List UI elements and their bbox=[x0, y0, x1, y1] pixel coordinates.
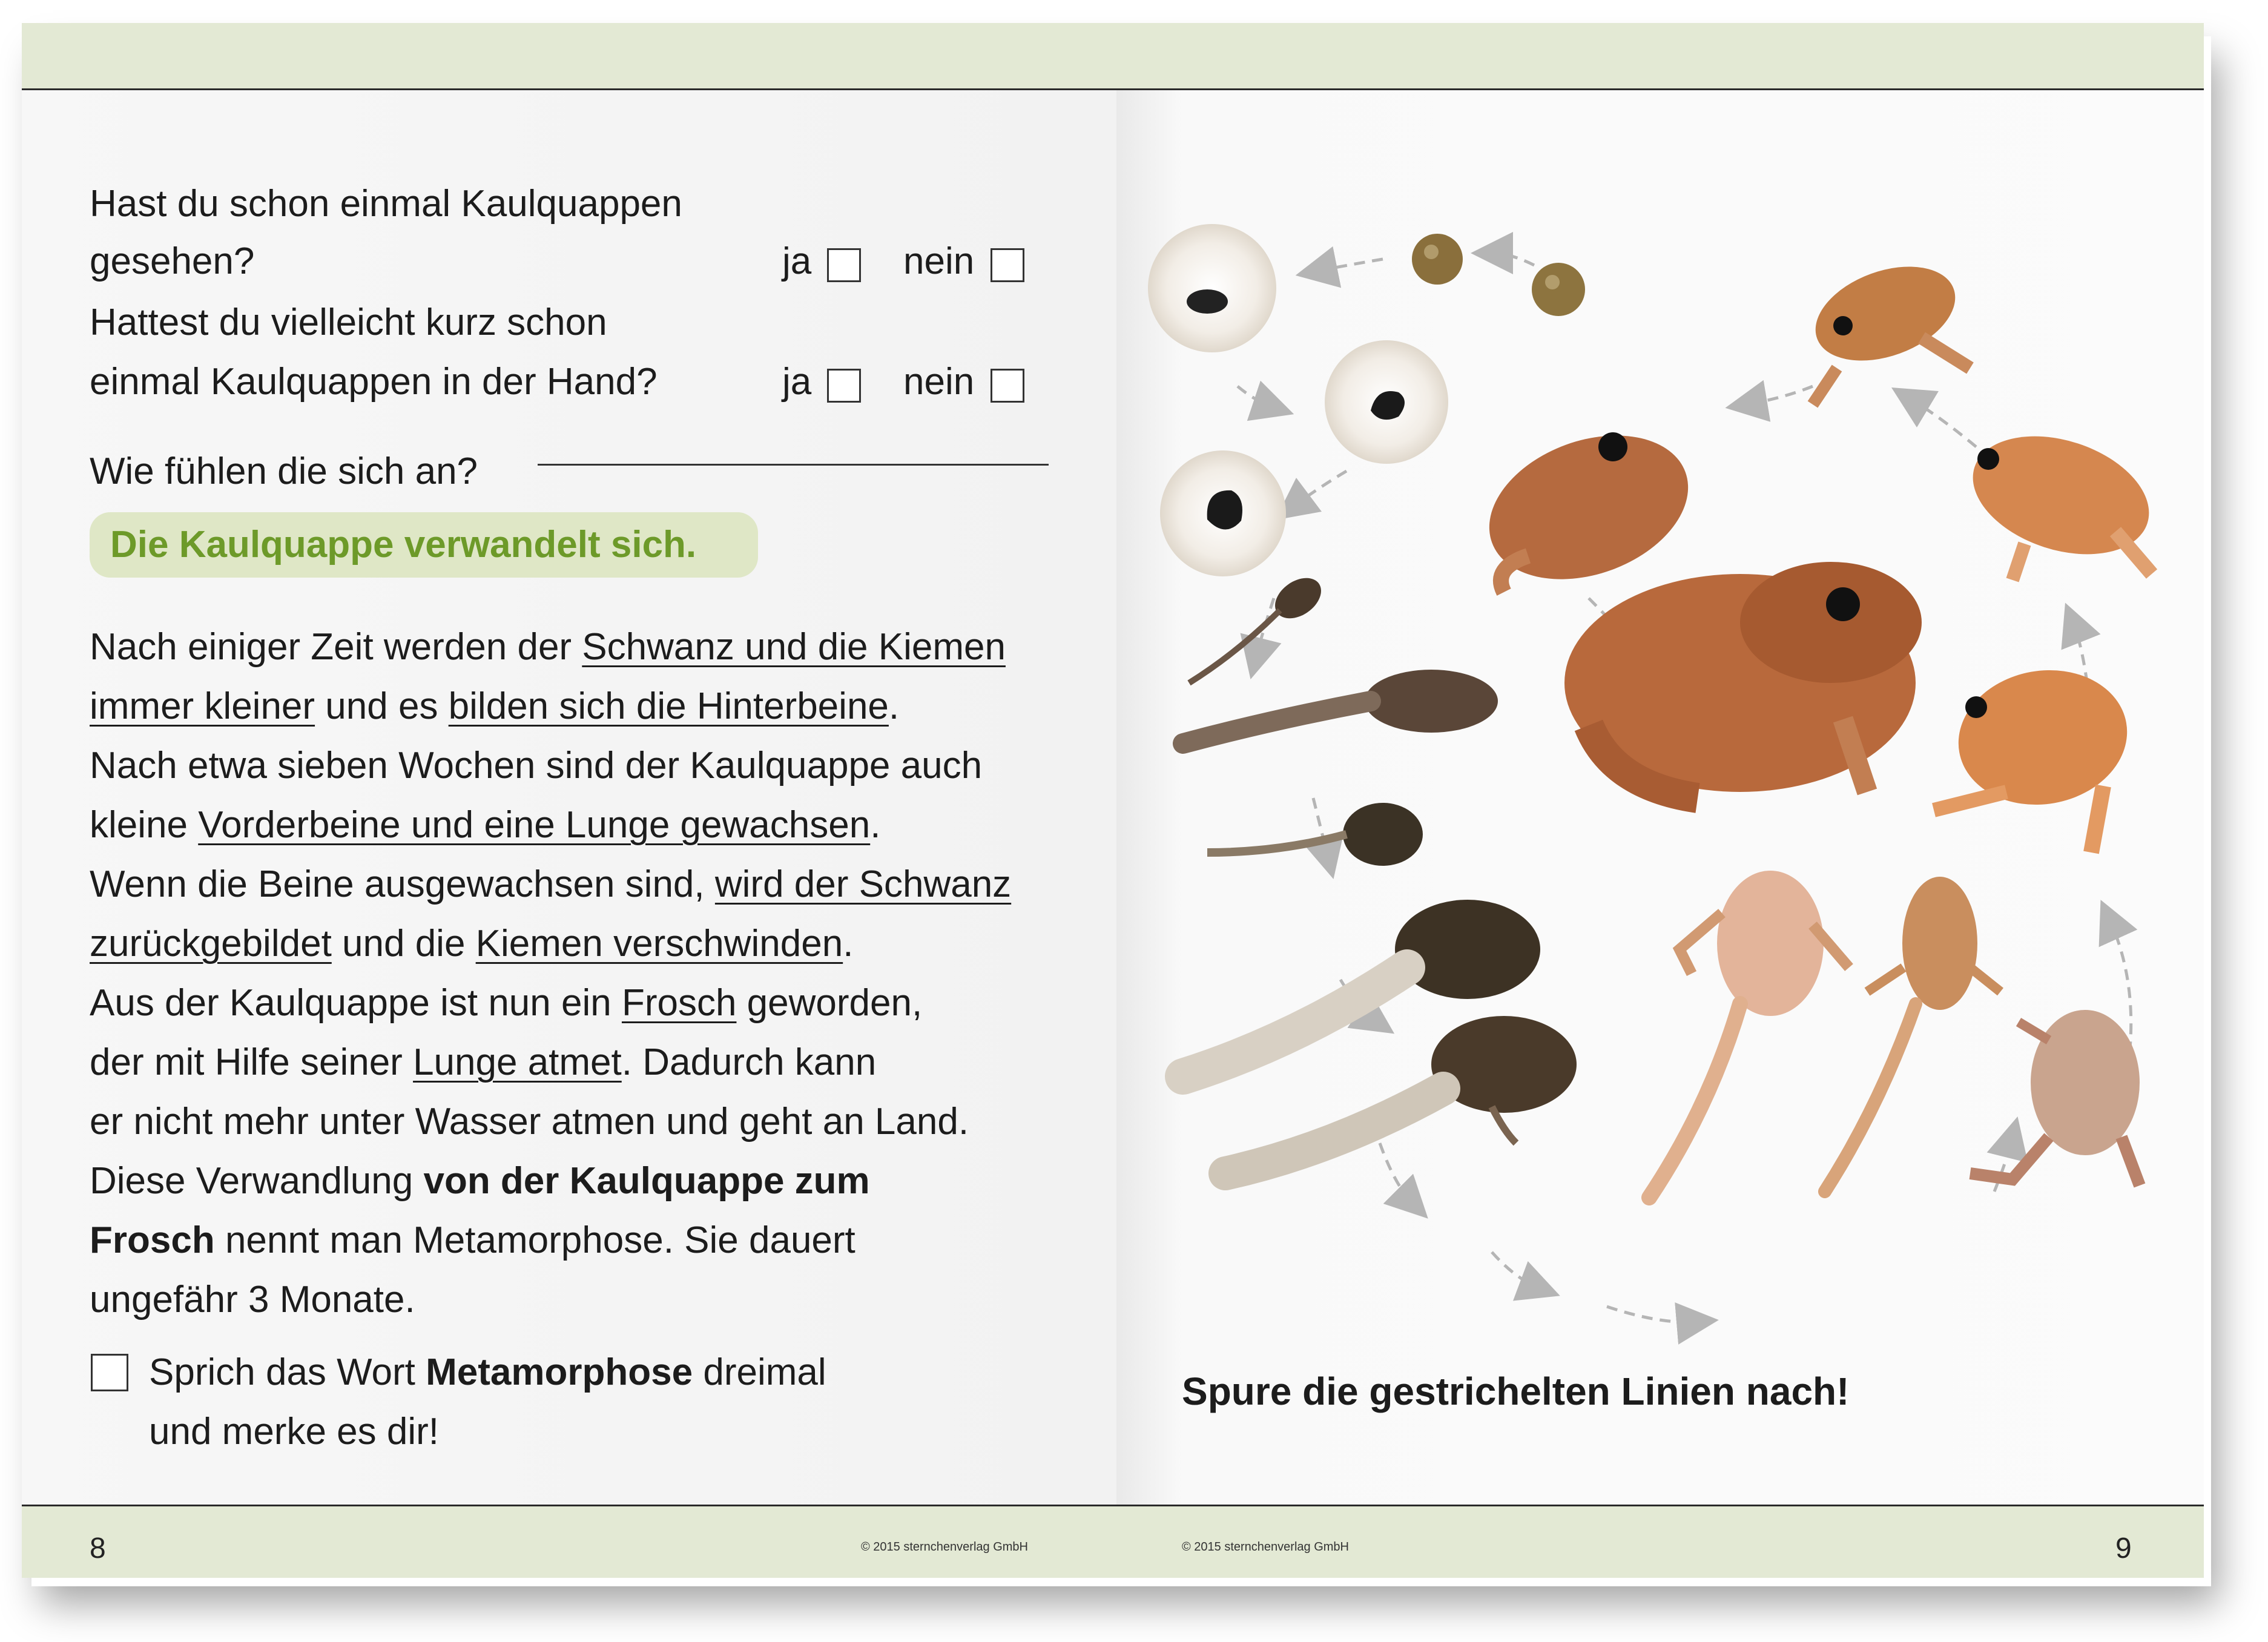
right-page bbox=[1116, 23, 2204, 1578]
page-number: 9 bbox=[2115, 1532, 2132, 1565]
tadpole-stages bbox=[1183, 570, 1577, 1173]
question1-ja-label: ja bbox=[782, 240, 812, 282]
task-checkbox[interactable] bbox=[91, 1354, 128, 1391]
section-heading: Die Kaulquappe verwandelt sich. bbox=[90, 512, 758, 578]
task-line1: Sprich das Wort Metamorphose dreimal bbox=[149, 1351, 826, 1393]
frog-life-cycle-illustration bbox=[1116, 23, 2204, 1578]
froglet-stages bbox=[1649, 871, 2140, 1198]
task-line2: und merke es dir! bbox=[149, 1411, 439, 1452]
bottom-band bbox=[1116, 1505, 2204, 1578]
question1-line2: gesehen? bbox=[90, 240, 255, 282]
question3-label: Wie fühlen die sich an? bbox=[90, 450, 478, 492]
question2-ja-checkbox[interactable] bbox=[827, 369, 861, 403]
left-page: Hast du schon einmal Kaulquappen gesehen? ja nein Hattest du vielleicht kurz schon einmal Kaulquappen in der Hand? ja nein Wie fühlen die sich an? Die Kaulquappe verwandelt sich. Nach einiger Zeit werden der Schwanz und die Kiemen immer kleiner und es bilden sich die Hinterbeine. Nach etwa sieben Wochen sind der Kaulquappe auch kleine Vorderbeine und eine Lunge gewachsen. Wenn die Beine ausgewachsen sind, wird der Schwanz zurückgebildet und die Kiemen verschwinden. Aus der Kaulquappe ist nun ein Frosch geworden, der mit Hilfe seiner Lunge atmet. Dadurch kann er nicht mehr unter Wasser atmen und geht an Land. Diese Verwandlung von der Kaulquappe zum Frosch nennt man Metamorphose. Sie dauert ungefähr 3 Monate. Sprich das Wort Metamorphose dreimal und merke es dir! 8 © 2015 sternchenverlag GmbH bbox=[22, 23, 1116, 1578]
question2-ja-label: ja bbox=[782, 361, 812, 403]
copyright: © 2015 sternchenverlag GmbH bbox=[861, 1540, 1028, 1554]
bottom-band bbox=[22, 1505, 1116, 1578]
question1-nein-checkbox[interactable] bbox=[991, 248, 1024, 282]
answer-line[interactable] bbox=[538, 464, 1049, 466]
question1-ja-checkbox[interactable] bbox=[827, 248, 861, 282]
copyright: © 2015 sternchenverlag GmbH bbox=[1182, 1540, 1349, 1554]
question2-nein-checkbox[interactable] bbox=[991, 369, 1024, 403]
top-band bbox=[22, 23, 1116, 90]
question2-line1: Hattest du vielleicht kurz schon bbox=[90, 302, 607, 343]
page-number: 8 bbox=[90, 1532, 106, 1565]
question1-nein-label: nein bbox=[903, 240, 975, 282]
question2-line2: einmal Kaulquappen in der Hand? bbox=[90, 361, 658, 403]
adult-frogs bbox=[1469, 409, 1922, 798]
question2-nein-label: nein bbox=[903, 361, 975, 403]
instruction: Spure die gestrichelten Linien nach! bbox=[1182, 1370, 1850, 1413]
question1-line1: Hast du schon einmal Kaulquappen bbox=[90, 183, 682, 225]
